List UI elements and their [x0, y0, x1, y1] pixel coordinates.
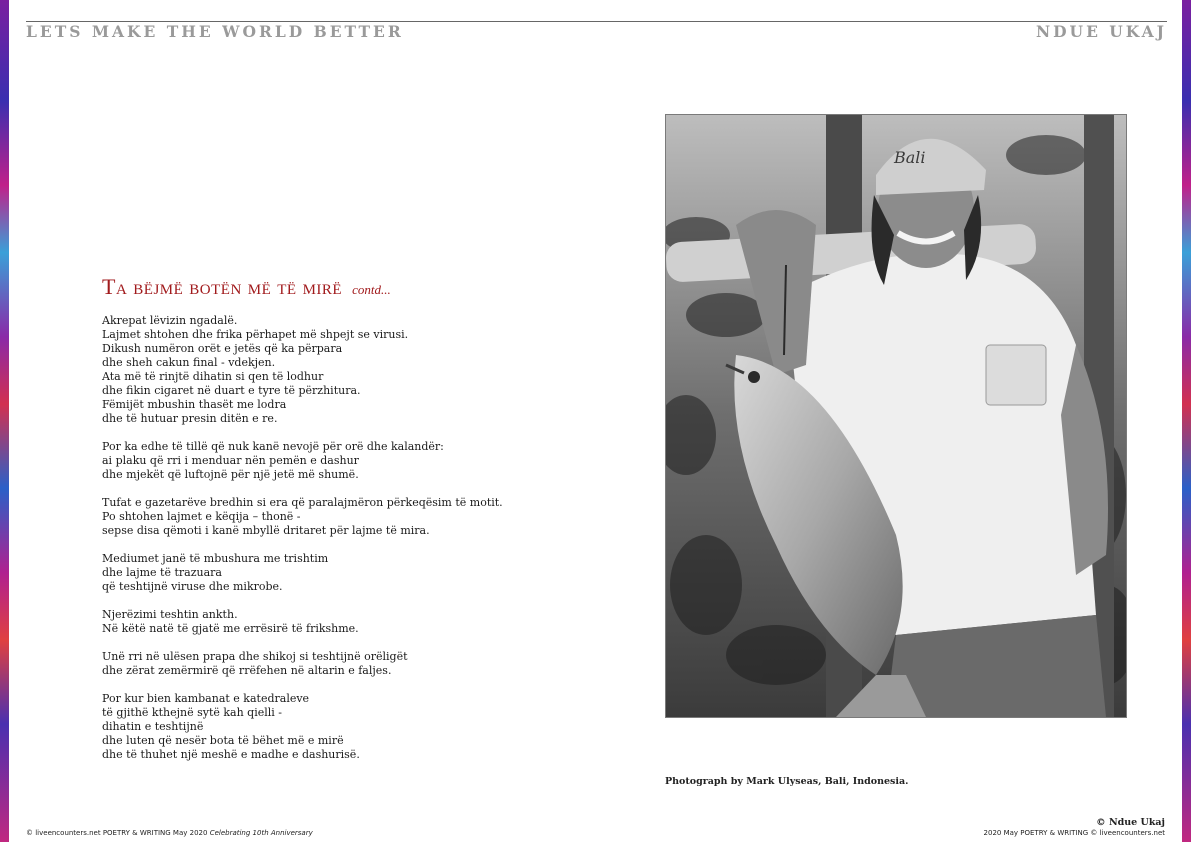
footer-right: 2020 May POETRY & WRITING © liveencounters.net — [983, 829, 1165, 837]
poem-line: dhe fikin cigaret në duart e tyre të përzhitura. — [102, 384, 361, 397]
poem-line: dhe sheh cakun final - vdekjen. — [102, 356, 276, 369]
poem-line: të gjithë kthejnë sytë kah qielli - — [102, 706, 283, 719]
poem-line: dihatin e teshtijnë — [102, 720, 204, 733]
poem-line: që teshtijnë viruse dhe mikrobe. — [102, 580, 283, 593]
poem-line: Dikush numëron orët e jetës që ka përpara — [102, 342, 343, 355]
poem-line: Fëmijët mbushin thasët me lodra — [102, 398, 287, 411]
poem-line: Njerëzimi teshtin ankth. — [102, 608, 238, 621]
photo — [665, 114, 1127, 718]
poem-line: Por kur bien kambanat e katedraleve — [102, 692, 310, 705]
poem-title-text: Ta bëjmë botën më të mirë — [102, 274, 343, 299]
right-edge-decoration — [1182, 0, 1191, 842]
poem-line: Po shtohen lajmet e këqija – thonë - — [102, 510, 301, 523]
footer-left-anniversary: Celebrating 10th Anniversary — [209, 829, 313, 837]
poem-body — [102, 314, 562, 776]
poem-line: dhe mjekët që luftojnë për një jetë më shumë. — [102, 468, 359, 481]
header-author-name: NDUE UKAJ — [1035, 22, 1167, 41]
poem-stanza — [102, 692, 562, 762]
poem-line: Ata më të rinjtë dihatin si qen të lodhur — [102, 370, 324, 383]
poem-title-continued: contd... — [352, 282, 391, 297]
footer-left-text: © liveencounters.net POETRY & WRITING May 2020 — [26, 829, 208, 837]
poem-stanza — [102, 314, 562, 426]
poem-line: sepse disa qëmoti i kanë mbyllë dritaret për lajme të mira. — [102, 524, 430, 537]
poem-line: ai plaku që rri i menduar nën pemën e dashur — [102, 454, 359, 467]
header-section-title: LETS MAKE THE WORLD BETTER — [26, 22, 404, 41]
cap-text: Bali — [894, 148, 926, 167]
poem-stanza — [102, 650, 562, 678]
poem-line: Por ka edhe të tillë që nuk kanë nevojë për orë dhe kalandër: — [102, 440, 444, 453]
left-edge-decoration — [0, 0, 9, 842]
photo-illustration — [666, 115, 1126, 717]
footer-left — [26, 829, 313, 837]
poem-stanza — [102, 440, 562, 482]
poem-line: dhe lajme të trazuara — [102, 566, 222, 579]
poem-line: dhe luten që nesër bota të bëhet më e mirë — [102, 734, 344, 747]
poem-line: Unë rri në ulësen prapa dhe shikoj si teshtijnë orëligët — [102, 650, 408, 663]
poem-line: Mediumet janë të mbushura me trishtim — [102, 552, 329, 565]
poem-line: dhe të hutuar presin ditën e re. — [102, 412, 278, 425]
poem-line: Tufat e gazetarëve bredhin si era që paralajmëron përkeqësim të motit. — [102, 496, 503, 509]
poem-line: dhe zërat zemërmirë që rrëfehen në altarin e faljes. — [102, 664, 392, 677]
poem-stanza — [102, 608, 562, 636]
poem-stanza — [102, 552, 562, 594]
poem-line: Në këtë natë të gjatë me errësirë të frikshme. — [102, 622, 359, 635]
poem-line: dhe të thuhet një meshë e madhe e dashurisë. — [102, 748, 360, 761]
poem-line: Akrepat lëvizin ngadalë. — [102, 314, 238, 327]
photo-caption: Photograph by Mark Ulyseas, Bali, Indonesia. — [665, 776, 909, 787]
poem-title — [102, 274, 391, 300]
poem-line: Lajmet shtohen dhe frika përhapet më shpejt se virusi. — [102, 328, 409, 341]
poem-stanza — [102, 496, 562, 538]
copyright-notice: © Ndue Ukaj — [1096, 817, 1165, 828]
